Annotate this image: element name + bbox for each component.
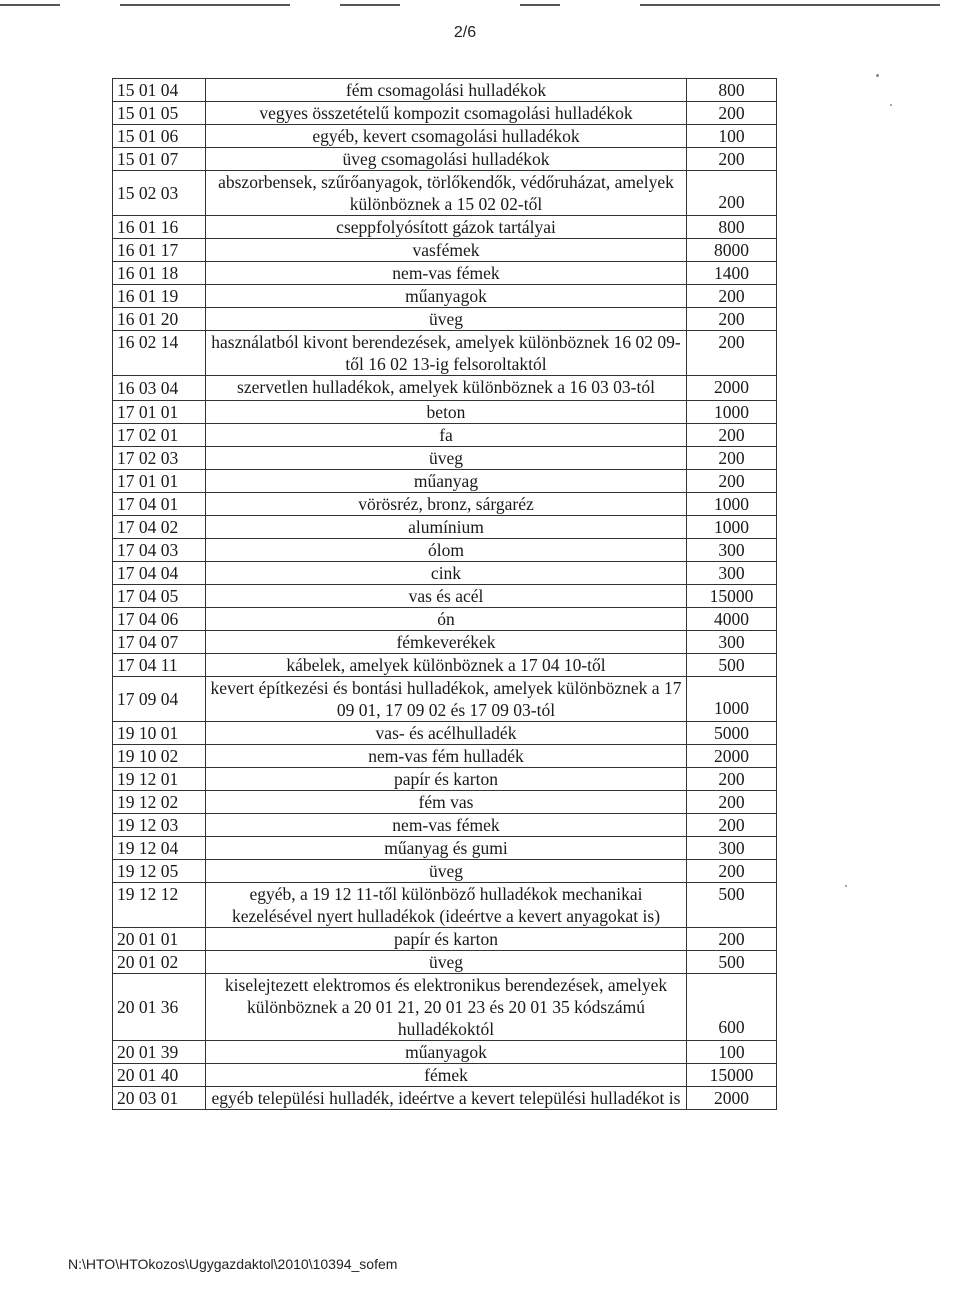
waste-code-cell: 20 01 36 <box>113 974 206 1041</box>
waste-description-cell: abszorbensek, szűrőanyagok, törlőkendők, védőruházat, amelyek különböznek a 15 02 02-től <box>206 171 687 216</box>
table-row <box>113 216 777 239</box>
waste-code-cell: 17 04 06 <box>113 608 206 631</box>
file-path-footer: N:\HTO\HTOkozos\Ugygazdaktol\2010\10394_sofem <box>68 1256 398 1272</box>
quantity-cell: 300 <box>687 631 777 654</box>
page-number: 2/6 <box>453 24 477 41</box>
scan-speck <box>890 104 892 106</box>
table-row <box>113 745 777 768</box>
waste-description-cell: nem-vas fémek <box>206 814 687 837</box>
quantity-cell: 100 <box>687 125 777 148</box>
waste-description-cell: fém csomagolási hulladékok <box>206 79 687 102</box>
table-row <box>113 654 777 677</box>
quantity-cell: 200 <box>687 424 777 447</box>
waste-code-cell: 17 01 01 <box>113 470 206 493</box>
waste-code-cell: 20 01 39 <box>113 1041 206 1064</box>
waste-description-cell: műanyag és gumi <box>206 837 687 860</box>
waste-code-cell: 17 04 03 <box>113 539 206 562</box>
table-row <box>113 262 777 285</box>
waste-description-cell: egyéb, kevert csomagolási hulladékok <box>206 125 687 148</box>
table-row <box>113 308 777 331</box>
table-row <box>113 239 777 262</box>
waste-code-cell: 17 04 04 <box>113 562 206 585</box>
table-row <box>113 148 777 171</box>
quantity-cell: 1000 <box>687 516 777 539</box>
table-row <box>113 722 777 745</box>
table-row <box>113 401 777 424</box>
table-row <box>113 1041 777 1064</box>
waste-code-cell: 20 01 40 <box>113 1064 206 1087</box>
table-row <box>113 447 777 470</box>
table-row <box>113 837 777 860</box>
quantity-cell: 200 <box>687 860 777 883</box>
waste-code-cell: 16 01 18 <box>113 262 206 285</box>
quantity-cell: 300 <box>687 539 777 562</box>
waste-code-cell: 15 01 06 <box>113 125 206 148</box>
waste-description-cell: fémkeverékek <box>206 631 687 654</box>
quantity-cell: 15000 <box>687 585 777 608</box>
scan-speck <box>876 74 879 77</box>
table-row <box>113 814 777 837</box>
table-row <box>113 493 777 516</box>
waste-description-cell: cink <box>206 562 687 585</box>
waste-description-cell: ólom <box>206 539 687 562</box>
quantity-cell: 200 <box>687 768 777 791</box>
quantity-cell: 500 <box>687 951 777 974</box>
table-row <box>113 285 777 308</box>
quantity-cell: 600 <box>687 974 777 1041</box>
quantity-cell: 2000 <box>687 1087 777 1110</box>
waste-description-cell: papír és karton <box>206 768 687 791</box>
quantity-cell: 800 <box>687 216 777 239</box>
quantity-cell: 1400 <box>687 262 777 285</box>
waste-code-cell: 19 10 01 <box>113 722 206 745</box>
waste-code-cell: 16 01 17 <box>113 239 206 262</box>
quantity-cell: 500 <box>687 883 777 928</box>
waste-description-cell: kiselejtezett elektromos és elektronikus berendezések, amelyek különböznek a 20 01 21, 20 01 23 és 20 01 35 kódszámú hulladékoktól <box>206 974 687 1041</box>
waste-description-cell: üveg <box>206 308 687 331</box>
quantity-cell: 1000 <box>687 493 777 516</box>
waste-description-cell: nem-vas fém hulladék <box>206 745 687 768</box>
waste-description-cell: vasfémek <box>206 239 687 262</box>
waste-code-cell: 17 04 11 <box>113 654 206 677</box>
table-row <box>113 768 777 791</box>
waste-description-cell: vas- és acélhulladék <box>206 722 687 745</box>
table-row <box>113 585 777 608</box>
table-row <box>113 102 777 125</box>
table-row <box>113 1064 777 1087</box>
quantity-cell: 200 <box>687 791 777 814</box>
table-row <box>113 951 777 974</box>
quantity-cell: 200 <box>687 102 777 125</box>
waste-description-cell: üveg <box>206 860 687 883</box>
waste-code-cell: 15 01 07 <box>113 148 206 171</box>
waste-description-cell: kábelek, amelyek különböznek a 17 04 10-től <box>206 654 687 677</box>
waste-code-cell: 16 01 19 <box>113 285 206 308</box>
quantity-cell: 5000 <box>687 722 777 745</box>
waste-description-cell: műanyag <box>206 470 687 493</box>
waste-code-cell: 17 02 03 <box>113 447 206 470</box>
waste-code-cell: 17 09 04 <box>113 677 206 722</box>
quantity-cell: 200 <box>687 470 777 493</box>
waste-description-cell: vas és acél <box>206 585 687 608</box>
table-row <box>113 883 777 928</box>
waste-code-cell: 16 02 14 <box>113 331 206 376</box>
waste-description-cell: műanyagok <box>206 1041 687 1064</box>
waste-description-cell: beton <box>206 401 687 424</box>
quantity-cell: 8000 <box>687 239 777 262</box>
table-row <box>113 331 777 376</box>
waste-description-cell: üveg <box>206 951 687 974</box>
table-row <box>113 470 777 493</box>
waste-description-cell: alumínium <box>206 516 687 539</box>
waste-description-cell: papír és karton <box>206 928 687 951</box>
waste-code-cell: 19 12 12 <box>113 883 206 928</box>
quantity-cell: 1000 <box>687 401 777 424</box>
quantity-cell: 200 <box>687 447 777 470</box>
waste-code-cell: 20 03 01 <box>113 1087 206 1110</box>
quantity-cell: 200 <box>687 148 777 171</box>
waste-code-cell: 20 01 02 <box>113 951 206 974</box>
waste-code-cell: 17 02 01 <box>113 424 206 447</box>
quantity-cell: 200 <box>687 285 777 308</box>
waste-description-cell: üveg csomagolási hulladékok <box>206 148 687 171</box>
waste-description-cell: üveg <box>206 447 687 470</box>
table-row <box>113 539 777 562</box>
waste-code-cell: 15 01 04 <box>113 79 206 102</box>
quantity-cell: 200 <box>687 814 777 837</box>
waste-code-cell: 15 02 03 <box>113 171 206 216</box>
waste-code-table <box>112 78 777 1110</box>
table-row <box>113 1087 777 1110</box>
waste-code-cell: 19 12 03 <box>113 814 206 837</box>
table-row <box>113 974 777 1041</box>
quantity-cell: 200 <box>687 331 777 376</box>
waste-description-cell: műanyagok <box>206 285 687 308</box>
waste-code-cell: 17 04 01 <box>113 493 206 516</box>
table-row <box>113 631 777 654</box>
table-row <box>113 562 777 585</box>
quantity-cell: 4000 <box>687 608 777 631</box>
waste-code-cell: 16 03 04 <box>113 376 206 401</box>
table-row <box>113 928 777 951</box>
table-row <box>113 516 777 539</box>
waste-table-body <box>113 79 777 1110</box>
table-row <box>113 608 777 631</box>
table-row <box>113 424 777 447</box>
waste-code-cell: 16 01 20 <box>113 308 206 331</box>
quantity-cell: 200 <box>687 171 777 216</box>
quantity-cell: 100 <box>687 1041 777 1064</box>
quantity-cell: 500 <box>687 654 777 677</box>
waste-code-cell: 19 12 04 <box>113 837 206 860</box>
waste-description-cell: használatból kivont berendezések, amelyek különböznek 16 02 09-től 16 02 13-ig felsoroltaktól <box>206 331 687 376</box>
waste-description-cell: ón <box>206 608 687 631</box>
table-row <box>113 171 777 216</box>
quantity-cell: 800 <box>687 79 777 102</box>
waste-description-cell: szervetlen hulladékok, amelyek különböznek a 16 03 03-tól <box>206 376 687 401</box>
waste-code-cell: 17 04 05 <box>113 585 206 608</box>
waste-description-cell: vegyes összetételű kompozit csomagolási hulladékok <box>206 102 687 125</box>
waste-description-cell: vörösréz, bronz, sárgaréz <box>206 493 687 516</box>
waste-code-cell: 17 01 01 <box>113 401 206 424</box>
waste-description-cell: cseppfolyósított gázok tartályai <box>206 216 687 239</box>
table-row <box>113 791 777 814</box>
table-row <box>113 376 777 401</box>
table-row <box>113 125 777 148</box>
waste-description-cell: fém vas <box>206 791 687 814</box>
waste-description-cell: fa <box>206 424 687 447</box>
quantity-cell: 2000 <box>687 376 777 401</box>
waste-description-cell: nem-vas fémek <box>206 262 687 285</box>
quantity-cell: 1000 <box>687 677 777 722</box>
quantity-cell: 300 <box>687 562 777 585</box>
waste-code-cell: 20 01 01 <box>113 928 206 951</box>
quantity-cell: 200 <box>687 928 777 951</box>
quantity-cell: 300 <box>687 837 777 860</box>
waste-description-cell: kevert építkezési és bontási hulladékok, amelyek különböznek a 17 09 01, 17 09 02 és 17 09 03-tól <box>206 677 687 722</box>
quantity-cell: 15000 <box>687 1064 777 1087</box>
waste-code-cell: 19 12 05 <box>113 860 206 883</box>
waste-description-cell: egyéb települési hulladék, ideértve a kevert települési hulladékot is <box>206 1087 687 1110</box>
waste-code-cell: 15 01 05 <box>113 102 206 125</box>
table-row <box>113 79 777 102</box>
scan-speck <box>845 885 847 887</box>
waste-code-cell: 19 12 02 <box>113 791 206 814</box>
quantity-cell: 200 <box>687 308 777 331</box>
waste-code-cell: 16 01 16 <box>113 216 206 239</box>
waste-description-cell: egyéb, a 19 12 11-től különböző hulladékok mechanikai kezelésével nyert hulladékok (ideértve a kevert anyagokat is) <box>206 883 687 928</box>
table-row <box>113 860 777 883</box>
waste-code-cell: 19 12 01 <box>113 768 206 791</box>
waste-description-cell: fémek <box>206 1064 687 1087</box>
waste-code-cell: 17 04 07 <box>113 631 206 654</box>
table-row <box>113 677 777 722</box>
waste-code-cell: 17 04 02 <box>113 516 206 539</box>
quantity-cell: 2000 <box>687 745 777 768</box>
waste-code-cell: 19 10 02 <box>113 745 206 768</box>
